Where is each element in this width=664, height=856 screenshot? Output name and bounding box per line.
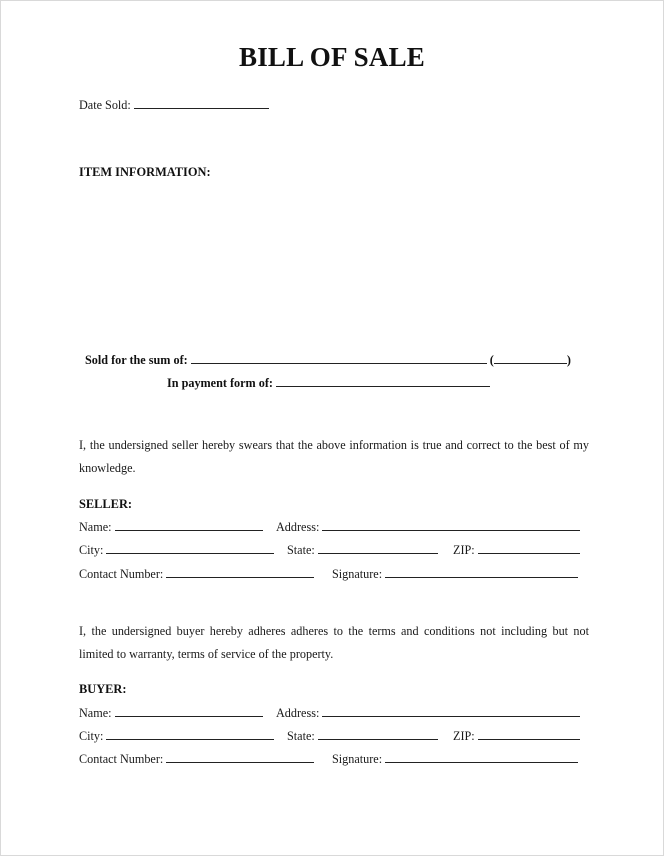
seller-state-row (287, 542, 438, 558)
seller-name-label: Name: (79, 520, 112, 534)
buyer-state-row (287, 728, 438, 744)
seller-signature-label: Signature: (332, 567, 383, 581)
paren-open: ( (489, 353, 494, 367)
seller-contact-label: Contact Number: (79, 567, 164, 581)
buyer-city-field[interactable] (106, 728, 274, 740)
seller-statement: I, the undersigned seller hereby swears that the above information is true and correct to the best of my knowledge. (79, 438, 589, 475)
date-sold-row (79, 97, 269, 113)
seller-address-row (276, 519, 580, 535)
buyer-name-row (79, 705, 263, 721)
sold-for-amount-figures-field[interactable] (494, 352, 567, 364)
buyer-zip-label: ZIP: (453, 729, 475, 743)
payment-form-row (167, 375, 490, 391)
buyer-city-row (79, 728, 274, 744)
buyer-address-row (276, 705, 580, 721)
seller-name-row (79, 519, 263, 535)
buyer-state-field[interactable] (318, 728, 438, 740)
seller-city-row (79, 542, 274, 558)
document-title: BILL OF SALE (239, 42, 425, 72)
seller-address-label: Address: (276, 520, 320, 534)
buyer-state-label: State: (287, 729, 315, 743)
seller-contact-row (79, 566, 314, 582)
sold-for-row (85, 352, 571, 368)
buyer-address-field[interactable] (322, 705, 580, 717)
buyer-signature-label: Signature: (332, 752, 383, 766)
payment-form-field[interactable] (276, 375, 490, 387)
buyer-contact-field[interactable] (166, 751, 314, 763)
item-information-heading: ITEM INFORMATION: (79, 165, 211, 179)
payment-form-label: In payment form of: (167, 376, 273, 390)
buyer-heading: BUYER: (79, 682, 127, 696)
paren-close: ) (566, 353, 571, 367)
date-sold-field[interactable] (134, 97, 269, 109)
buyer-signature-row (332, 751, 578, 767)
buyer-contact-label: Contact Number: (79, 752, 164, 766)
seller-signature-field[interactable] (385, 566, 578, 578)
seller-zip-label: ZIP: (453, 543, 475, 557)
seller-name-field[interactable] (115, 519, 263, 531)
seller-state-field[interactable] (318, 542, 438, 554)
seller-heading: SELLER: (79, 497, 133, 511)
buyer-city-label: City: (79, 729, 104, 743)
seller-city-field[interactable] (106, 542, 274, 554)
sold-for-label: Sold for the sum of: (85, 353, 188, 367)
buyer-signature-field[interactable] (385, 751, 578, 763)
buyer-name-label: Name: (79, 706, 112, 720)
seller-zip-field[interactable] (478, 542, 580, 554)
buyer-zip-row (453, 728, 580, 744)
buyer-statement: I, the undersigned buyer hereby adheres adheres to the terms and conditions not including but not limited to warranty, terms of service of the property. (79, 624, 589, 661)
buyer-zip-field[interactable] (478, 728, 580, 740)
seller-signature-row (332, 566, 578, 582)
seller-address-field[interactable] (322, 519, 580, 531)
sold-for-amount-words-field[interactable] (191, 352, 487, 364)
date-sold-label: Date Sold: (79, 98, 131, 112)
seller-zip-row (453, 542, 580, 558)
seller-city-label: City: (79, 543, 104, 557)
buyer-address-label: Address: (276, 706, 320, 720)
seller-contact-field[interactable] (166, 566, 314, 578)
buyer-contact-row (79, 751, 314, 767)
seller-state-label: State: (287, 543, 315, 557)
buyer-name-field[interactable] (115, 705, 263, 717)
